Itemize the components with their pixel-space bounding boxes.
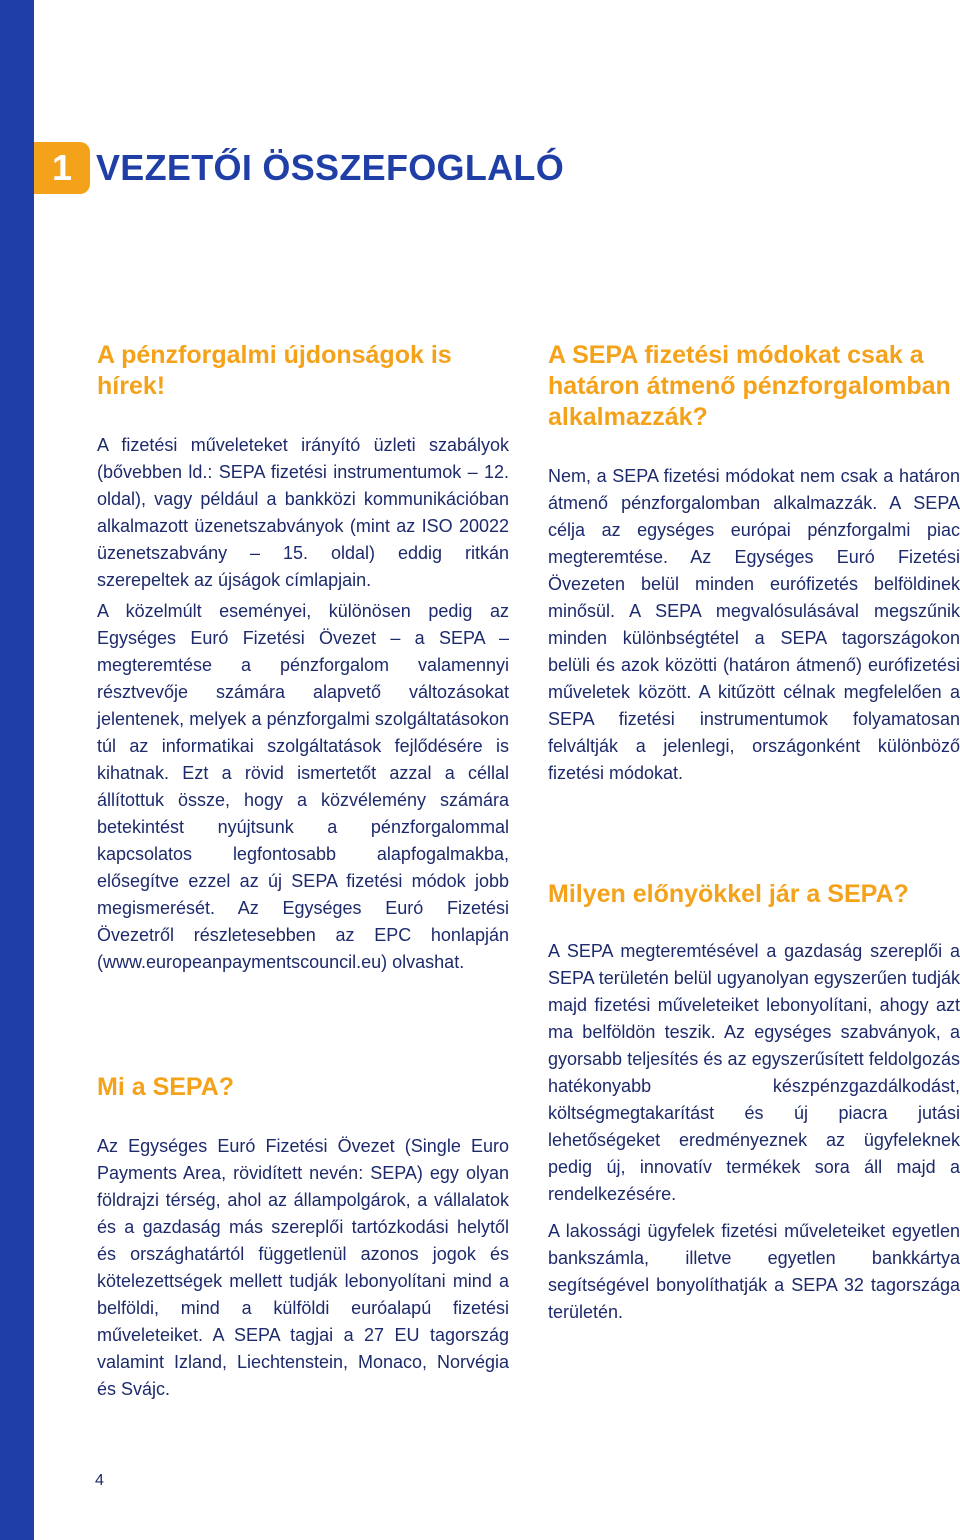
left-column bbox=[97, 340, 509, 1403]
paragraph: A közelmúlt eseményei, különösen pedig az Egységes Euró Fizetési Övezet – a SEPA – megteremtése a pénzforgalom valamennyi résztvevője számára alapvető változásokat jelentenek, melyek a pénzforgalmi szolgáltatásokon túl az informatikai szolgáltatások fejlődésére is kihatnak. Ezt a rövid ismertetőt azzal a céllal állítottuk össze, hogy a közvélemény számára betekintést nyújtsunk a pénzforgalommal kapcsolatos legfontosabb alapfogalmakba, elősegítve ezzel az új SEPA fizetési módok jobb megismerését. Az Egységes Euró Fizetési Övezetről részletesebben az EPC honlapján (www.europeanpaymentscouncil.eu) olvashat. bbox=[97, 601, 509, 972]
section-cross-border bbox=[548, 340, 960, 787]
left-color-bar bbox=[0, 0, 34, 1540]
section-what-is-sepa bbox=[97, 1072, 509, 1403]
section-news bbox=[97, 340, 509, 976]
section-heading: Milyen előnyökkel jár a SEPA? bbox=[548, 880, 909, 908]
paragraph: Az Egységes Euró Fizetési Övezet (Single Euro Payments Area, rövidített nevén: SEPA) egy olyan földrajzi térség, ahol az állampolgárok, a vállalatok és a gazdaság más szereplői tartózkodási helytől és országhatártól függetlenül azonos jogok és kötelezettségek mellett tudják lebonyolítani mind a belföldi, mind a külföldi euróalapú fizetési műveleteiket. A SEPA tagjai a 27 EU tagország valamint Izland, Liechtenstein, Monaco, Norvégia és Svájc. bbox=[97, 1136, 509, 1399]
paragraph: A lakossági ügyfelek fizetési műveleteiket egyetlen bankszámla, illetve egyetlen bankkártya segítségével bonyolíthatják a SEPA 32 tagországa területén. bbox=[548, 1221, 960, 1322]
section-benefits bbox=[548, 879, 960, 1326]
paragraph: A fizetési műveleteket irányító üzleti szabályok (bővebben ld.: SEPA fizetési instrumentumok – 12. oldal), vagy például a bankközi kommunikációban alkalmazott üzenetszabványok (mint az ISO 20022 üzenetszabvány – 15. oldal) eddig ritkán szerepeltek az újságok címlapjain. bbox=[97, 435, 509, 590]
right-column bbox=[548, 340, 960, 1326]
chapter-title: VEZETŐI ÖSSZEFOGLALÓ bbox=[96, 147, 565, 188]
paragraph: A SEPA megteremtésével a gazdaság szereplői a SEPA területén belül ugyanolyan egyszerűen tudják majd fizetési műveleteiket lebonyolítani, ahogy azt ma belföldön teszik. Az egységes szabványok, a gyorsabb teljesítés és az egyszerűsített feldolgozás hatékonyabb készpénzgazdálkodást, költségmegtakarítást és új piacra jutási lehetőségeket eredményeznek az ügyfeleknek pedig új, innovatív termékek sora áll majd a rendelkezésére. bbox=[548, 941, 960, 1204]
chapter-number-badge: 1 bbox=[34, 142, 90, 194]
paragraph: Nem, a SEPA fizetési módokat nem csak a határon átmenő pénzforgalomban alkalmazzák. A SEPA célja az egységes európai pénzforgalmi piac megteremtése. Az Egységes Euró Fizetési Övezeten belül minden euróﬁzetés belföldinek minősül. A SEPA megvalósulásával megszűnik minden különbségtétel a SEPA tagországokon belüli és azok közötti (határon átmenő) euróﬁzetési műveletek között. A kitűzött célnak megfelelően a SEPA fizetési instrumentumok folyamatosan felváltják a jelenlegi, országonként különböző fizetési módokat. bbox=[548, 466, 960, 783]
section-heading: Mi a SEPA? bbox=[97, 1073, 235, 1101]
section-heading: A SEPA fizetési módokat csak a határon átmenő pénzforgalomban alkalmazzák? bbox=[548, 341, 951, 431]
page-number: 4 bbox=[95, 1472, 104, 1489]
section-heading: A pénzforgalmi újdonságok is hírek! bbox=[97, 341, 452, 400]
